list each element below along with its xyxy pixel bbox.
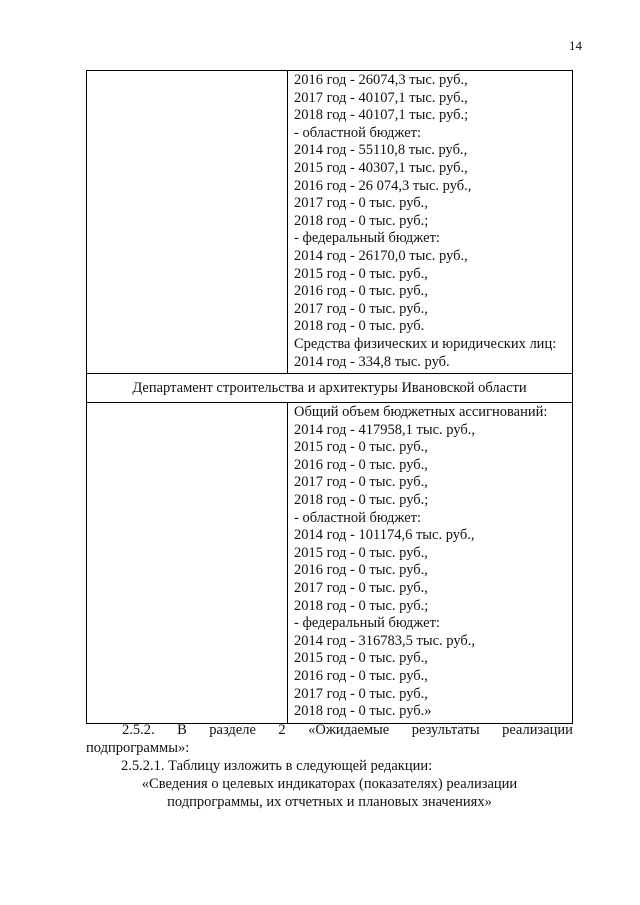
page-number: 14 xyxy=(569,38,582,53)
funding-line: 2016 год - 0 тыс. руб., xyxy=(294,456,428,473)
table-row xyxy=(87,374,573,403)
funding-line: 2015 год - 0 тыс. руб., xyxy=(294,265,428,282)
funding-cell xyxy=(288,403,573,724)
funding-line: 2016 год - 26 074,3 тыс. руб., xyxy=(294,177,472,194)
funding-line: 2018 год - 40107,1 тыс. руб.; xyxy=(294,107,469,124)
paragraph-word: 2 xyxy=(278,722,286,738)
quote-line: подпрограммы, их отчетных и плановых значениях» xyxy=(167,793,492,810)
funding-line: 2015 год - 0 тыс. руб., xyxy=(294,439,428,456)
paragraph-word: разделе xyxy=(209,722,256,738)
table-row xyxy=(87,71,573,374)
funding-line: 2014 год - 316783,5 тыс. руб., xyxy=(294,632,476,649)
paragraph-word: результаты xyxy=(411,722,480,738)
funding-line: 2015 год - 0 тыс. руб., xyxy=(294,650,428,667)
funding-line: 2017 год - 0 тыс. руб., xyxy=(294,474,428,491)
paragraph-2-5-2-1: 2.5.2.1. Таблицу изложить в следующей редакции: xyxy=(121,758,433,774)
funding-line: 2018 год - 0 тыс. руб.; xyxy=(294,212,429,229)
budget-table xyxy=(86,70,573,724)
paragraph-word: В xyxy=(177,722,187,738)
funding-line: Общий объем бюджетных ассигнований: xyxy=(294,404,548,421)
funding-line: 2015 год - 0 тыс. руб., xyxy=(294,544,428,561)
funding-line: 2016 год - 26074,3 тыс. руб., xyxy=(294,72,468,88)
funding-line: 2014 год - 417958,1 тыс. руб., xyxy=(294,421,476,438)
funding-line: 2014 год - 26170,0 тыс. руб., xyxy=(294,247,468,264)
department-header: Департамент строительства и архитектуры Ивановской области xyxy=(87,374,573,403)
funding-line: 2016 год - 0 тыс. руб., xyxy=(294,283,428,300)
funding-line: 2018 год - 0 тыс. руб. xyxy=(294,318,425,335)
funding-line: 2017 год - 0 тыс. руб., xyxy=(294,195,428,212)
quoted-table-title xyxy=(86,776,573,811)
funding-line: 2018 год - 0 тыс. руб.» xyxy=(294,703,432,720)
funding-line: 2017 год - 0 тыс. руб., xyxy=(294,580,428,597)
funding-line: 2016 год - 0 тыс. руб., xyxy=(294,668,428,684)
funding-line: 2016 год - 0 тыс. руб., xyxy=(294,562,428,579)
table-row xyxy=(87,403,573,724)
funding-line: - федеральный бюджет: xyxy=(294,615,440,632)
funding-line: 2018 год - 0 тыс. руб.; xyxy=(294,492,429,509)
empty-cell xyxy=(87,71,288,374)
funding-line: 2014 год - 55110,8 тыс. руб., xyxy=(294,142,468,159)
funding-line: Средства физических и юридических лиц: xyxy=(294,335,557,352)
paragraph-word: «Ожидаемые xyxy=(308,722,390,738)
funding-line: 2017 год - 0 тыс. руб., xyxy=(294,685,428,702)
paragraph-continuation: подпрограммы»: xyxy=(86,739,190,756)
funding-line: 2015 год - 40307,1 тыс. руб., xyxy=(294,159,468,176)
paragraph-word: 2.5.2. xyxy=(122,722,155,738)
funding-line: 2017 год - 0 тыс. руб., xyxy=(294,300,428,317)
empty-cell xyxy=(87,403,288,724)
funding-line: - федеральный бюджет: xyxy=(294,230,440,247)
paragraph-justified-line xyxy=(86,722,573,740)
paragraph-word: реализации xyxy=(502,722,573,738)
funding-line: - областной бюджет: xyxy=(294,509,422,526)
paragraph-2-5-2 xyxy=(86,722,573,757)
funding-cell xyxy=(288,71,573,374)
funding-line: 2014 год - 101174,6 тыс. руб., xyxy=(294,527,475,544)
funding-line: 2017 год - 40107,1 тыс. руб., xyxy=(294,89,468,106)
funding-line: 2018 год - 0 тыс. руб.; xyxy=(294,597,429,614)
funding-line: 2014 год - 334,8 тыс. руб. xyxy=(294,353,450,370)
funding-line: - областной бюджет: xyxy=(294,124,422,141)
quote-line: «Сведения о целевых индикаторах (показателях) реализации xyxy=(141,776,518,792)
